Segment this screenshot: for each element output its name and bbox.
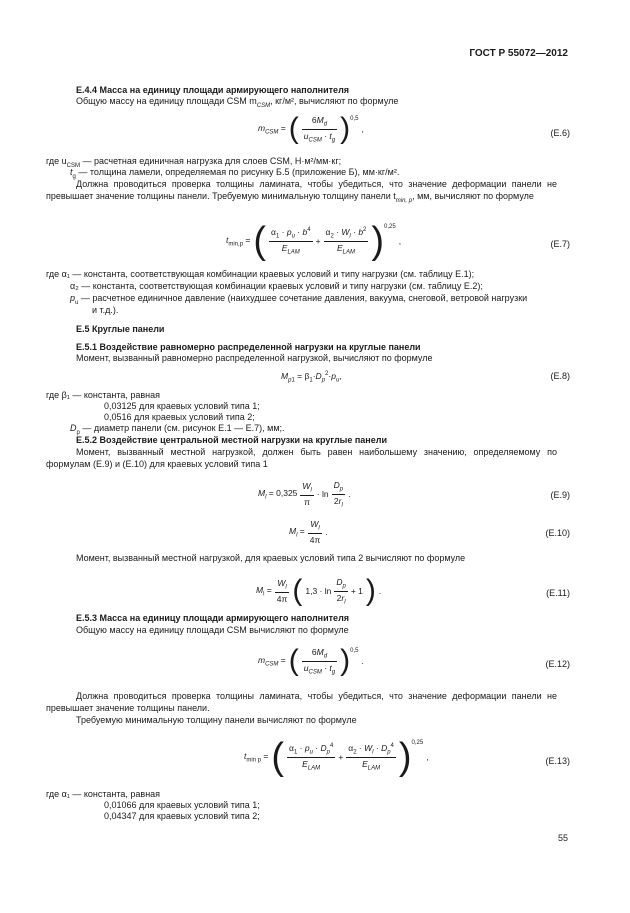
equation-e6: $m_{CSM}$ = ( $\frac{6M_d}{u_{CSM} \cdot t_g}$ ) $^{0,5}$ ,: [258, 112, 364, 145]
eq-number-e6: (Е.6): [550, 128, 570, 138]
eq-number-e9: (Е.9): [550, 490, 570, 500]
equation-e13: $t_{min p}$ = ( $\frac{\alpha_1 \cdot p_u \cdot D_p^4}{E_{LAM}}$ + $\frac{\alpha_2 \cdot W_l \cdot D_p^4}{E_{LAM}}$ ) $^{0,25}$ ,: [244, 736, 429, 778]
equation-e8: $M_{p1} = \beta_1\cdot D_p^2\cdot p_u$,: [281, 371, 342, 384]
where-beta1: где β₁ — константа, равная: [46, 390, 161, 400]
equation-e10: $M_l$ = $\frac{W_l}{4\pi}$ .: [289, 519, 328, 545]
where-alpha1-e13: где α₁ — константа, равная: [46, 789, 161, 799]
beta1-value-1: 0,03125 для краевых условий типа 1;: [104, 401, 260, 411]
e44-intro: Общую массу на единицу площади CSM $m_{CSM}$, кг/м², вычисляют по формуле: [76, 96, 399, 109]
alpha1-value-2: 0,04347 для краевых условий типа 2;: [104, 811, 260, 821]
equation-e12: $m_{CSM}$ = ( $\frac{6M_d}{u_{CSM} \cdot t_g}$ ) $^{0,5}$ .: [258, 644, 364, 677]
e52-paragraph: Момент, вызванный местной нагрузкой, должен быть равен наибольшему значению, определяемому по формулам (Е.9) и (Е.10) для краевых условий типа 1: [46, 447, 557, 469]
beta1-value-2: 0,0516 для краевых условий типа 2;: [104, 412, 255, 422]
e52-type2-intro: Момент, вызванный местной нагрузкой, для краевых условий типа 2 вычисляют по формуле: [76, 553, 466, 563]
e53-paragraph: Должна проводиться проверка толщины ламината, чтобы убедиться, что значение деформации панели не превышает значение толщины панели.: [46, 691, 557, 713]
where-pu-cont: и т.д.).: [92, 305, 119, 315]
section-e51-heading: Е.5.1 Воздействие равномерно распределенной нагрузки на круглые панели: [76, 342, 421, 352]
e44-paragraph: Должна проводиться проверка толщины ламината, чтобы убедиться, что значение деформации панели не превышает значение толщины панели. Требуемую минимальную толщину панели $t_{min, p}$, мм, вычисляют по формуле: [46, 179, 557, 204]
e53-intro: Общую массу на единицу площади CSM вычисляют по формуле: [76, 625, 349, 635]
eq-number-e12: (Е.12): [545, 659, 570, 669]
section-e52-heading: Е.5.2 Воздействие центральной местной нагрузки на круглые панели: [76, 435, 387, 445]
eq-number-e11: (Е.11): [546, 588, 570, 598]
where-alpha1: где α₁ — константа, соответствующая комбинации краевых условий и типу нагрузки (см. таблицу Е.1);: [46, 269, 475, 279]
eq-number-e10: (Е.10): [545, 528, 570, 538]
equation-e9: $M_l = 0,325$ $\frac{W_l}{\pi}$ · ln $\frac{D_p}{2r_l}$ .: [258, 480, 351, 509]
eq-number-e7: (Е.7): [550, 239, 570, 249]
standard-header: ГОСТ Р 55072—2012: [469, 48, 568, 59]
where-ucsm: где $u_{CSM}$ — расчетная единичная нагрузка для слоев CSM, Н·м²/мм·кг;: [46, 156, 342, 169]
alpha1-value-1: 0,01066 для краевых условий типа 1;: [104, 800, 260, 810]
where-tg: $t_g$ — толщина ламели, определяемая по рисунку Б.5 (приложение Б), мм·кг/м².: [70, 167, 400, 180]
where-pu: $p_u$ — расчетное единичное давление (наихудшее сочетание давления, вакуума, снеговой, ветровой нагрузки: [70, 293, 528, 306]
eq-number-e8: (Е.8): [550, 371, 570, 381]
page-number: 55: [557, 833, 568, 843]
where-dp: $D_p$ — диаметр панели (см. рисунок Е.1 — Е.7), мм;.: [70, 423, 285, 436]
section-e44-heading: Е.4.4 Масса на единицу площади армирующего наполнителя: [76, 85, 350, 95]
section-e53-heading: Е.5.3 Масса на единицу площади армирующего наполнителя: [76, 613, 350, 623]
e53-paragraph-2: Требуемую минимальную толщину панели вычисляют по формуле: [76, 715, 357, 725]
eq-number-e13: (Е.13): [545, 756, 570, 766]
equation-e7: $t_{min,p}$ = ( $\frac{\alpha_1 \cdot p_u \cdot b^4}{E_{LAM}}$ + $\frac{\alpha_2 \cdot W_l \cdot b^2}{E_{LAM}}$ ) $^{0,25}$ ,: [226, 220, 402, 262]
where-alpha2: α₂ — константа, соответствующая комбинации краевых условий и типу нагрузки (см. таблицу Е.2);: [70, 281, 483, 291]
equation-e11: $M_l$ = $\frac{W_l}{4\pi}$ ( 1,3 · ln $\frac{D_p}{2r_l}$ + 1 ) .: [256, 574, 382, 607]
e51-intro: Момент, вызванный равномерно распределенной нагрузкой, вычисляют по формуле: [76, 353, 433, 363]
section-e5-heading: Е.5 Круглые панели: [76, 324, 165, 334]
